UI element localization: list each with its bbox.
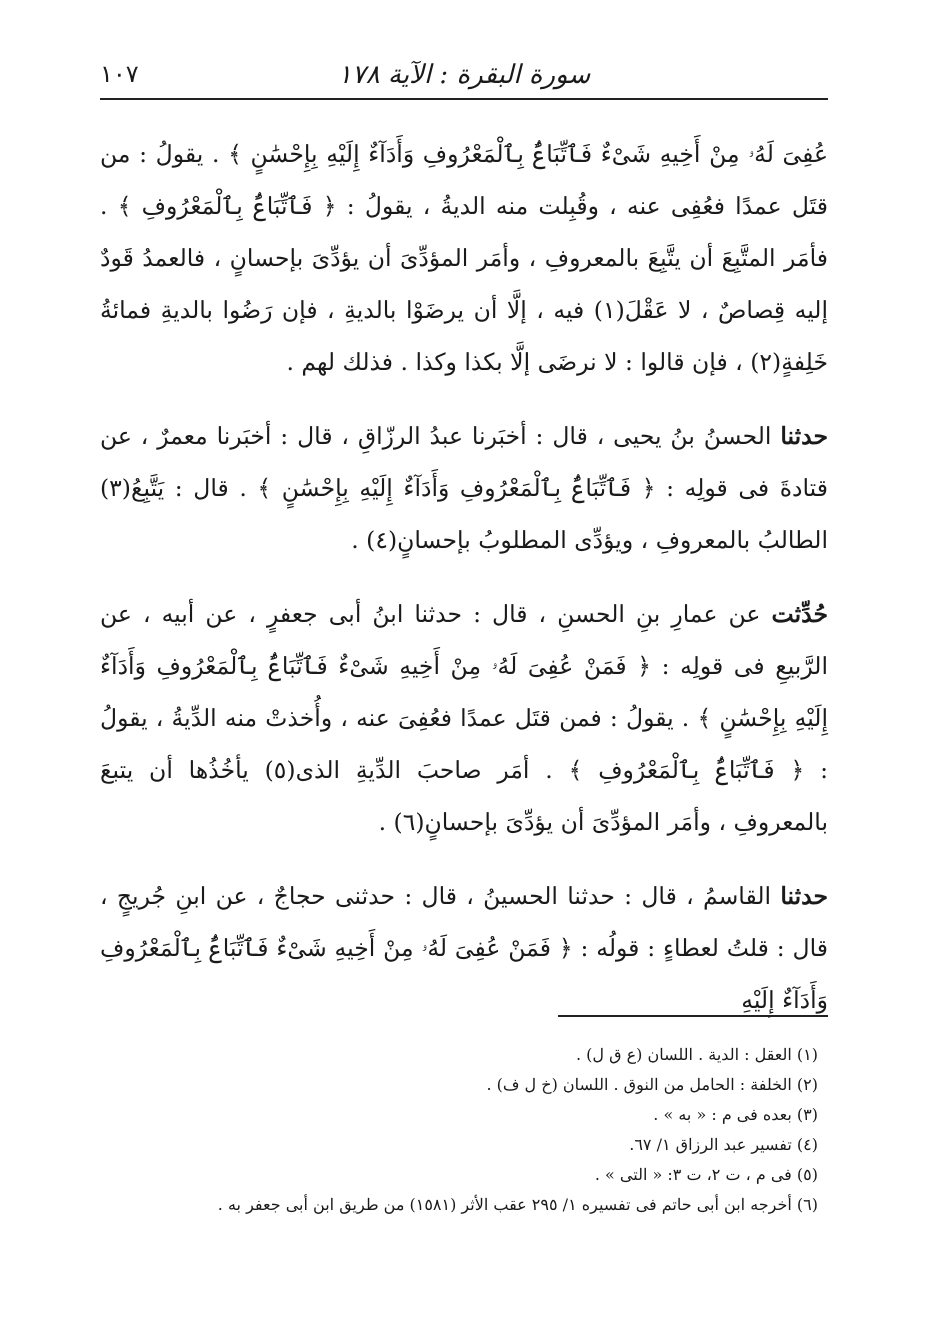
paragraph-lead: حدثنا: [780, 422, 828, 450]
main-text: [100, 128, 828, 1026]
paragraph-1: [100, 128, 828, 388]
footnote-1: (١) العقل : الدية . اللسان (ع ق ل) .: [575, 1045, 818, 1064]
paragraph-4: [100, 870, 828, 1026]
footnote-2: (٢) الخلفة : الحامل من النوق . اللسان (خ ل ف) .: [486, 1075, 818, 1094]
footnote-5: (٥) فى م ، ت ٢، ت ٣: « التى » .: [594, 1165, 818, 1184]
footnote-divider: [558, 1015, 828, 1017]
paragraph-lead: حُدِّثت: [771, 600, 828, 628]
chapter-title: سورة البقرة : الآية ١٧٨: [337, 60, 591, 90]
footnote-3: (٣) بعده فى م : « به » .: [653, 1105, 818, 1124]
paragraph-text: القاسمُ ، قال : حدثنا الحسينُ ، قال : حدثنى حجاجٌ ، عن ابنِ جُريجٍ ، قال : قلتُ لعطاءٍ : قولُه : ﴿ فَمَنْ عُفِىَ لَهُۥ مِنْ أَخِيهِ شَىْءٌ فَٱتِّبَاعٌۢ بِٱلْمَعْرُوفِ وَأَدَآءٌ إِلَيْهِ: [100, 882, 828, 1014]
paragraph-text: عن عمارِ بنِ الحسنِ ، قال : حدثنا ابنُ أبى جعفرٍ ، عن أبيه ، عن الرَّبيعِ فى قولِه : ﴿ فَمَنْ عُفِىَ لَهُۥ مِنْ أَخِيهِ شَىْءٌ فَٱتِّبَاعٌۢ بِٱلْمَعْرُوفِ وَأَدَآءٌ إِلَيْهِ بِإِحْسَٰنٍ ﴾ . يقولُ : فمن قتَل عمدًا فعُفِىَ عنه ، وأُخذتْ منه الدِّيةُ ، يقولُ : ﴿ فَٱتِّبَاعٌۢ بِٱلْمَعْرُوفِ ﴾ . أمَر صاحبَ الدِّيةِ الذى(٥) يأخُذُها أن يتبعَ بالمعروفِ ، وأمَر المؤدِّىَ أن يؤدِّىَ بإحسانٍ(٦) .: [100, 600, 828, 836]
paragraph-lead: حدثنا: [780, 882, 828, 910]
paragraph-2: [100, 410, 828, 566]
running-header: [100, 52, 828, 100]
paragraph-text: عُفِىَ لَهُۥ مِنْ أَخِيهِ شَىْءٌ فَٱتِّبَاعٌۢ بِٱلْمَعْرُوفِ وَأَدَآءٌ إِلَيْهِ بِإِحْسَٰنٍ ﴾ . يقولُ : من قتَل عمدًا فعُفِى عنه ، وقُبِلت منه الديةُ ، يقولُ : ﴿ فَٱتِّبَاعٌۢ بِٱلْمَعْرُوفِ ﴾ . فأمَر المتَّبِعَ أن يتَّبِعَ بالمعروفِ ، وأمَر المؤدِّىَ أن يؤدِّىَ بإحسانٍ ، فالعمدُ قَودٌ إليه قِصاصٌ ، لا عَقْلَ(١) فيه ، إلَّا أن يرضَوْا بالديةِ ، فإن رَضُوا بالديةِ فمائةُ خَلِفةٍ(٢) ، فإن قالوا : لا نرضَى إلَّا بكذا وكذا . فذلك لهم .: [100, 140, 828, 376]
footnote-4: (٤) تفسير عبد الرزاق ١/ ٦٧.: [629, 1135, 818, 1154]
footnote-6: (٦) أخرجه ابن أبى حاتم فى تفسيره ١/ ٢٩٥ عقب الأثر (١٥٨١) من طريق ابن أبى جعفر به .: [217, 1195, 818, 1214]
paragraph-text: الحسنُ بنُ يحيى ، قال : أخبَرنا عبدُ الرزّاقِ ، قال : أخبَرنا معمرٌ ، عن قتادةَ فى قولِه : ﴿ فَٱتِّبَاعٌۢ بِٱلْمَعْرُوفِ وَأَدَآءٌ إِلَيْهِ بِإِحْسَٰنٍ ﴾ . قال : يَتَّبِعُ(٣) الطالبُ بالمعروفِ ، ويؤدِّى المطلوبُ بإحسانٍ(٤) .: [100, 422, 828, 554]
page-number: ١٠٧: [100, 60, 139, 88]
paragraph-3: [100, 588, 828, 848]
footnotes: [100, 1040, 818, 1220]
